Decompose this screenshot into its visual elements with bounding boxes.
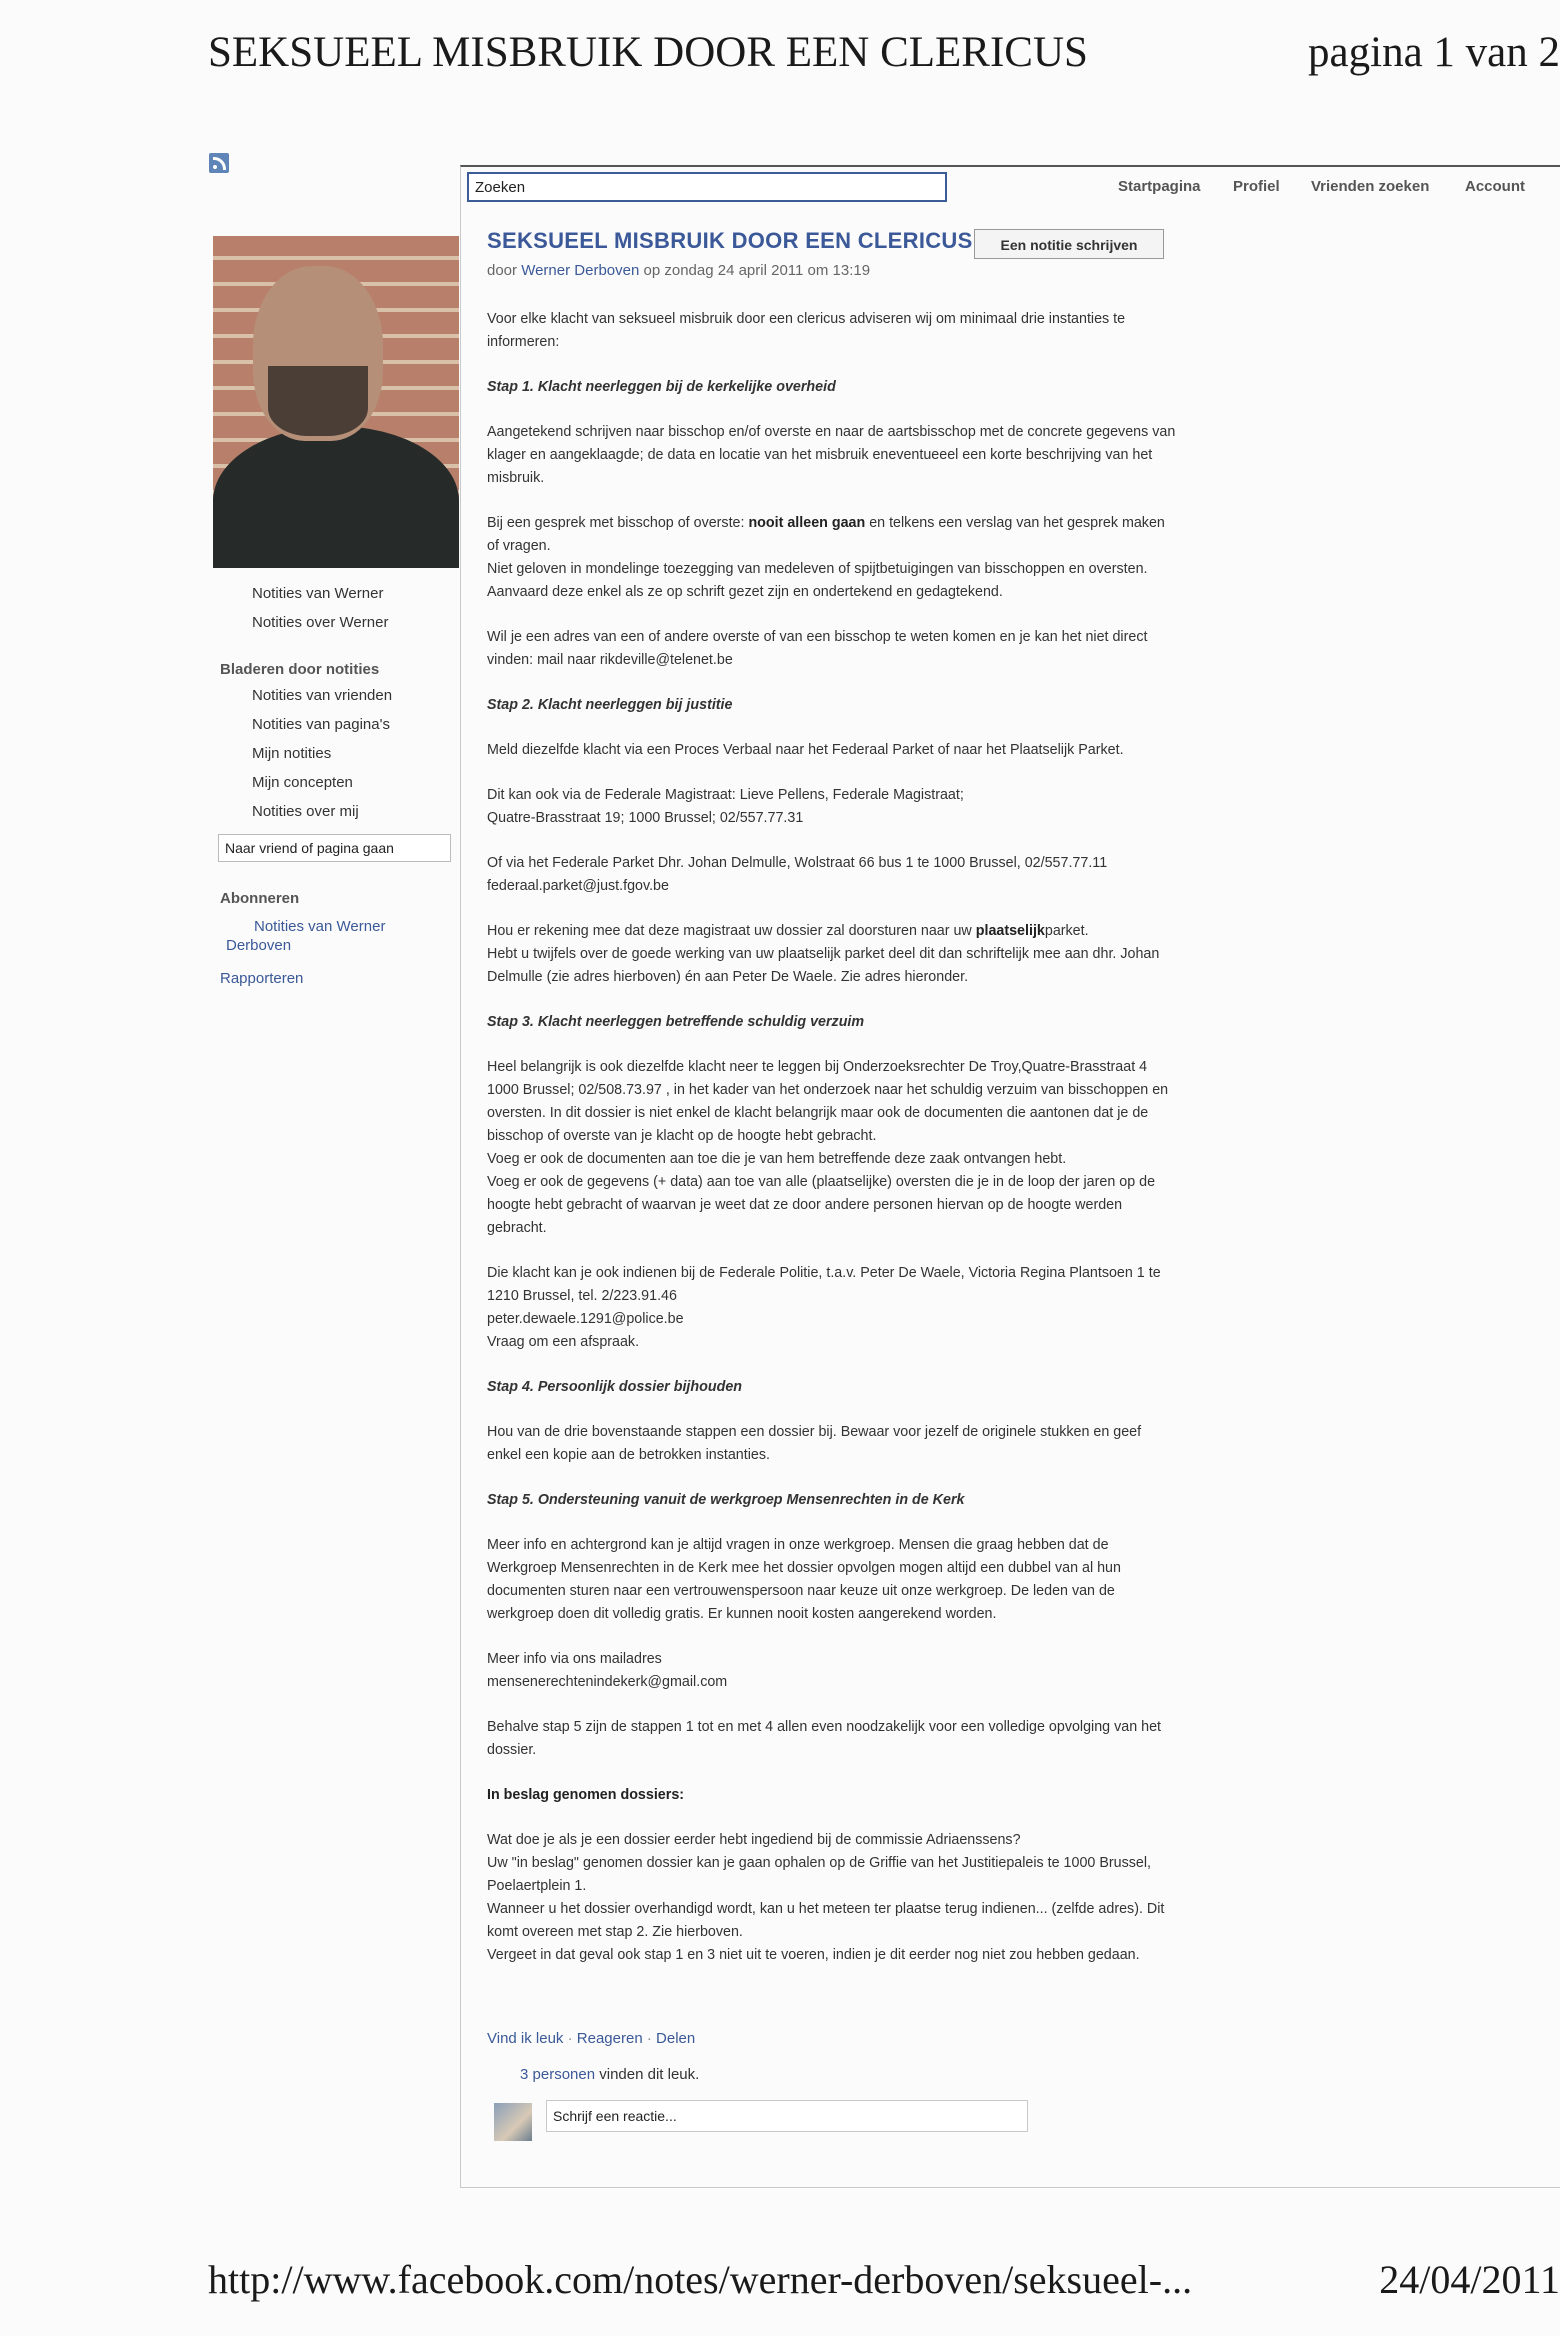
step5-paragraph2: Meer info via ons mailadres mensenerechtenindekerk@gmail.com bbox=[487, 1651, 728, 1690]
share-link[interactable]: Delen bbox=[656, 2030, 696, 2047]
seized-paragraph: Wat doe je als je een dossier eerder hebt ingediend bij de commissie Adriaenssens? Uw "in beslag" genomen dossier kan je gaan ophalen op de Griffie van het Justitiepaleis te 1000 Brussel, Poelaertplein 1. Wanneer u het dossier overhandigd wordt, kan u het meteen ter plaatse terug indienen... (zelfde adres). Dit komt overeen met stap 2. Zie hierboven. Vergeet in dat geval ook stap 1 en 3 niet uit te voeren, indien je dit eerder nog niet zou hebben gedaan. bbox=[487, 1832, 1165, 1963]
step1-paragraph2: Bij een gesprek met bisschop of overste: nooit alleen gaan en telkens een verslag van het gesprek maken of vragen. Niet geloven in mondelinge toezegging van medeleven of spijtbetuigingen van bisschoppen en oversten. Aanvaard deze enkel als ze op schrift gezet zijn en ondertekend en gedagtekend. bbox=[487, 515, 1165, 600]
sidebar-my-notes[interactable]: Mijn notities bbox=[252, 745, 332, 762]
print-page-number: pagina 1 van 2 bbox=[1308, 29, 1560, 76]
action-separator: · bbox=[567, 2030, 573, 2047]
step2-paragraph2: Dit kan ook via de Federale Magistraat: Lieve Pellens, Federale Magistraat; Quatre-Brasstraat 19; 1000 Brussel; 02/557.77.31 bbox=[487, 787, 964, 826]
print-date: 24/04/2011 bbox=[1379, 2257, 1560, 2302]
likes-count-link[interactable]: 3 personen bbox=[520, 2066, 596, 2083]
step1-heading: Stap 1. Klacht neerleggen bij de kerkelijke overheid bbox=[487, 379, 836, 395]
print-footer bbox=[208, 2256, 1560, 2316]
comment-avatar bbox=[494, 2103, 532, 2141]
sidebar-subscribe-header: Abonneren bbox=[220, 890, 300, 907]
likes-summary bbox=[520, 2066, 699, 2083]
nav-profile[interactable]: Profiel bbox=[1233, 178, 1280, 195]
step1-paragraph1: Aangetekend schrijven naar bisschop en/of overste en naar de aartsbisschop met de concrete gegevens van klager en aangeklaagde; de data en locatie van het misbruik eneventueeel een korte beschrijving van het misbruik. bbox=[487, 424, 1176, 486]
byline-date: op zondag 24 april 2011 om 13:19 bbox=[643, 262, 871, 279]
rss-icon[interactable] bbox=[209, 153, 229, 173]
sidebar-subscribe-link-line2[interactable]: Derboven bbox=[226, 937, 292, 954]
seized-heading: In beslag genomen dossiers: bbox=[487, 1787, 685, 1803]
sidebar-report-link[interactable]: Rapporteren bbox=[220, 970, 304, 987]
action-separator: · bbox=[646, 2030, 652, 2047]
sidebar-pages-notes[interactable]: Notities van pagina's bbox=[252, 716, 390, 733]
photo-shirt bbox=[213, 426, 459, 568]
step5-paragraph1: Meer info en achtergrond kan je altijd vragen in onze werkgroep. Mensen die graag hebben dat de Werkgroep Mensenrechten in de Kerk mee het dossier opvolgen mogen altijd een dubbel van al hun documenten sturen naar een vertrouwenspersoon naar keuze uit onze werkgroep. De leden van de werkgroep doen dit volledig gratis. Er kunnen nooit kosten aangerekend worden. bbox=[487, 1537, 1121, 1622]
sidebar-notes-about-me[interactable]: Notities over mij bbox=[252, 803, 359, 820]
step2-paragraph1: Meld diezelfde klacht via een Proces Verbaal naar het Federaal Parket of naar het Plaatselijk Parket. bbox=[487, 742, 1124, 758]
note-actions bbox=[487, 2030, 695, 2047]
note-body bbox=[487, 308, 1177, 1989]
friend-or-page-input[interactable] bbox=[218, 834, 451, 862]
sidebar-my-drafts[interactable]: Mijn concepten bbox=[252, 774, 353, 791]
step3-heading: Stap 3. Klacht neerleggen betreffende schuldig verzuim bbox=[487, 1014, 865, 1030]
step2-heading: Stap 2. Klacht neerleggen bij justitie bbox=[487, 697, 733, 713]
nav-find-friends[interactable]: Vrienden zoeken bbox=[1311, 178, 1430, 195]
nav-home[interactable]: Startpagina bbox=[1118, 178, 1201, 195]
sidebar-browse-header: Bladeren door notities bbox=[220, 661, 380, 678]
photo-beard bbox=[268, 366, 368, 436]
step4-paragraph1: Hou van de drie bovenstaande stappen een dossier bij. Bewaar voor jezelf de originele stukken en geef enkel een kopie aan de betrokken instanties. bbox=[487, 1424, 1142, 1463]
like-link[interactable]: Vind ik leuk bbox=[487, 2030, 564, 2047]
print-url: http://www.facebook.com/notes/werner-derboven/seksueel-... bbox=[208, 2257, 1193, 2302]
print-header bbox=[208, 28, 1560, 88]
step2-paragraph3: Of via het Federale Parket Dhr. Johan Delmulle, Wolstraat 66 bus 1 te 1000 Brussel, 02/557.77.11 federaal.parket@just.fgov.be bbox=[487, 855, 1108, 894]
profile-photo[interactable] bbox=[213, 236, 459, 568]
write-note-button[interactable]: Een notitie schrijven bbox=[974, 229, 1164, 259]
comment-input[interactable] bbox=[546, 2100, 1028, 2132]
sidebar-friends-notes[interactable]: Notities van vrienden bbox=[252, 687, 393, 704]
intro-paragraph: Voor elke klacht van seksueel misbruik door een clericus adviseren wij om minimaal drie instanties te informeren: bbox=[487, 311, 1126, 350]
step1-paragraph3: Wil je een adres van een of andere overste of van een bisschop te weten komen en je kan het niet direct vinden: mail naar rikdeville@telenet.be bbox=[487, 629, 1148, 668]
byline-author-link[interactable]: Werner Derboven bbox=[521, 262, 640, 279]
byline-prefix: door bbox=[487, 262, 518, 279]
note-byline bbox=[487, 262, 870, 279]
print-title: SEKSUEEL MISBRUIK DOOR EEN CLERICUS bbox=[208, 29, 1088, 76]
nav-account[interactable]: Account bbox=[1465, 178, 1525, 195]
search-input[interactable] bbox=[467, 172, 947, 202]
likes-suffix: vinden dit leuk. bbox=[595, 2066, 700, 2083]
step3-paragraph1: Heel belangrijk is ook diezelfde klacht neer te leggen bij Onderzoeksrechter De Troy,Quatre-Brasstraat 4 1000 Brussel; 02/508.73.97 , in het kader van het onderzoek naar het schuldig verzuim van bisschoppen en oversten. In dit dossier is niet enkel de klacht belangrijk maar ook de documenten die aantonen dat je de bisschop of overste van je klacht op de hoogte hebt gebracht. Voeg er ook de documenten aan toe die je van hem betreffende deze zaak ontvangen hebt. Voeg er ook de gegevens (+ data) aan toe van alle (plaatselijke) oversten die je in de loop der jaren op de hoogte hebt gebracht of waarvan je weet dat ze door andere personen hiervan op de hoogte werden gebracht. bbox=[487, 1059, 1169, 1236]
step2-paragraph4: Hou er rekening mee dat deze magistraat uw dossier zal doorsturen naar uw plaatselijkparket. Hebt u twijfels over de goede werking van uw plaatselijk parket deel dit dan schriftelijk mee aan dhr. Johan Delmulle (zie adres hierboven) én aan Peter De Waele. Zie adres hieronder. bbox=[487, 923, 1160, 985]
sidebar-notes-by-werner[interactable]: Notities van Werner bbox=[252, 585, 384, 602]
step5-heading: Stap 5. Ondersteuning vanuit de werkgroep Mensenrechten in de Kerk bbox=[487, 1492, 965, 1508]
reply-link[interactable]: Reageren bbox=[576, 2030, 643, 2047]
sidebar-subscribe-link-line1[interactable]: Notities van Werner bbox=[254, 918, 386, 935]
step5-paragraph3: Behalve stap 5 zijn de stappen 1 tot en met 4 allen even noodzakelijk voor een volledige opvolging van het dossier. bbox=[487, 1719, 1161, 1758]
step4-heading: Stap 4. Persoonlijk dossier bijhouden bbox=[487, 1379, 743, 1395]
note-title: SEKSUEEL MISBRUIK DOOR EEN CLERICUS bbox=[487, 228, 973, 253]
sidebar-notes-about-werner[interactable]: Notities over Werner bbox=[252, 614, 389, 631]
step3-paragraph2: Die klacht kan je ook indienen bij de Federale Politie, t.a.v. Peter De Waele, Victoria Regina Plantsoen 1 te 1210 Brussel, tel. 2/223.91.46 peter.dewaele.1291@police.be Vraag om een afspraak. bbox=[487, 1265, 1161, 1350]
